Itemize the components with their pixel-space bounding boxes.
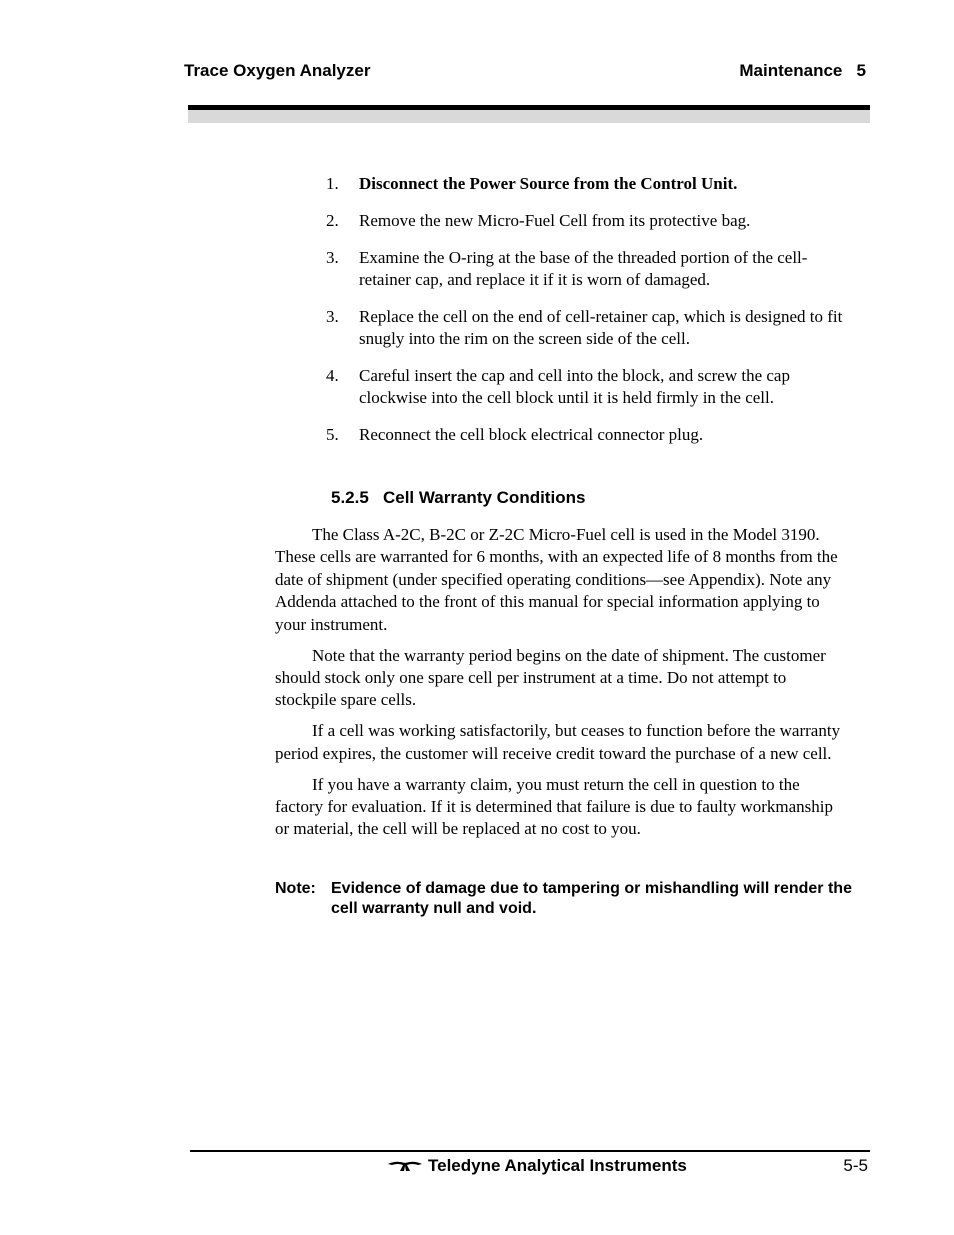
step-text: Examine the O-ring at the base of the threaded portion of the cell-retainer cap, and replace it if it is worn of damaged. [359,248,808,289]
list-item [326,365,846,409]
section-heading: 5.2.5 Cell Warranty Conditions [331,488,586,507]
page-number: 5-5 [843,1156,868,1175]
step-number: 1. [326,174,339,193]
header-title: Trace Oxygen Analyzer [184,61,371,80]
step-number: 3. [326,248,339,267]
list-item [326,173,846,195]
warranty-body [275,524,843,849]
footer-rule [190,1150,870,1152]
list-item [326,210,846,232]
list-item [326,247,846,291]
warranty-note [275,879,855,919]
list-item [326,424,846,446]
header-shade-bar [188,110,870,123]
step-text: Disconnect the Power Source from the Control Unit. [359,174,738,193]
step-number: 2. [326,211,339,230]
paragraph: If you have a warranty claim, you must return the cell in question to the factory for evaluation. If it is determined that failure is due to faulty workmanship or material, the cell will be replaced at no cost to you. [275,774,833,839]
note-text: Evidence of damage due to tampering or mishandling will render the cell warranty null and void. [331,880,852,917]
note-label: Note: [275,880,316,897]
paragraph: The Class A-2C, B-2C or Z-2C Micro-Fuel cell is used in the Model 3190. These cells are warranted for 6 months, with an expected life of 8 months from the date of shipment (under specified operating conditions—see Appendix). Note any Addenda attached to the front of this manual for special information applying to your instrument. [275,525,838,634]
step-number: 5. [326,425,339,444]
list-item [326,306,846,350]
step-number: 3. [326,307,339,326]
company-name: Teledyne Analytical Instruments [428,1156,687,1175]
procedure-steps [326,173,846,461]
step-text: Replace the cell on the end of cell-retainer cap, which is designed to fit snugly into the rim on the screen side of the cell. [359,307,843,348]
step-number: 4. [326,366,339,385]
footer-brand [388,1156,687,1176]
teledyne-logo-icon [388,1160,422,1172]
step-text: Remove the new Micro-Fuel Cell from its protective bag. [359,211,751,230]
step-text: Careful insert the cap and cell into the block, and screw the cap clockwise into the cell block until it is held firmly in the cell. [359,366,790,407]
paragraph: If a cell was working satisfactorily, but ceases to function before the warranty period expires, the customer will receive credit toward the purchase of a new cell. [275,721,841,763]
paragraph: Note that the warranty period begins on the date of shipment. The customer should stock only one spare cell per instrument at a time. Do not attempt to stockpile spare cells. [275,645,826,710]
step-text: Reconnect the cell block electrical connector plug. [359,425,704,444]
header-chapter: Maintenance 5 [739,61,866,80]
